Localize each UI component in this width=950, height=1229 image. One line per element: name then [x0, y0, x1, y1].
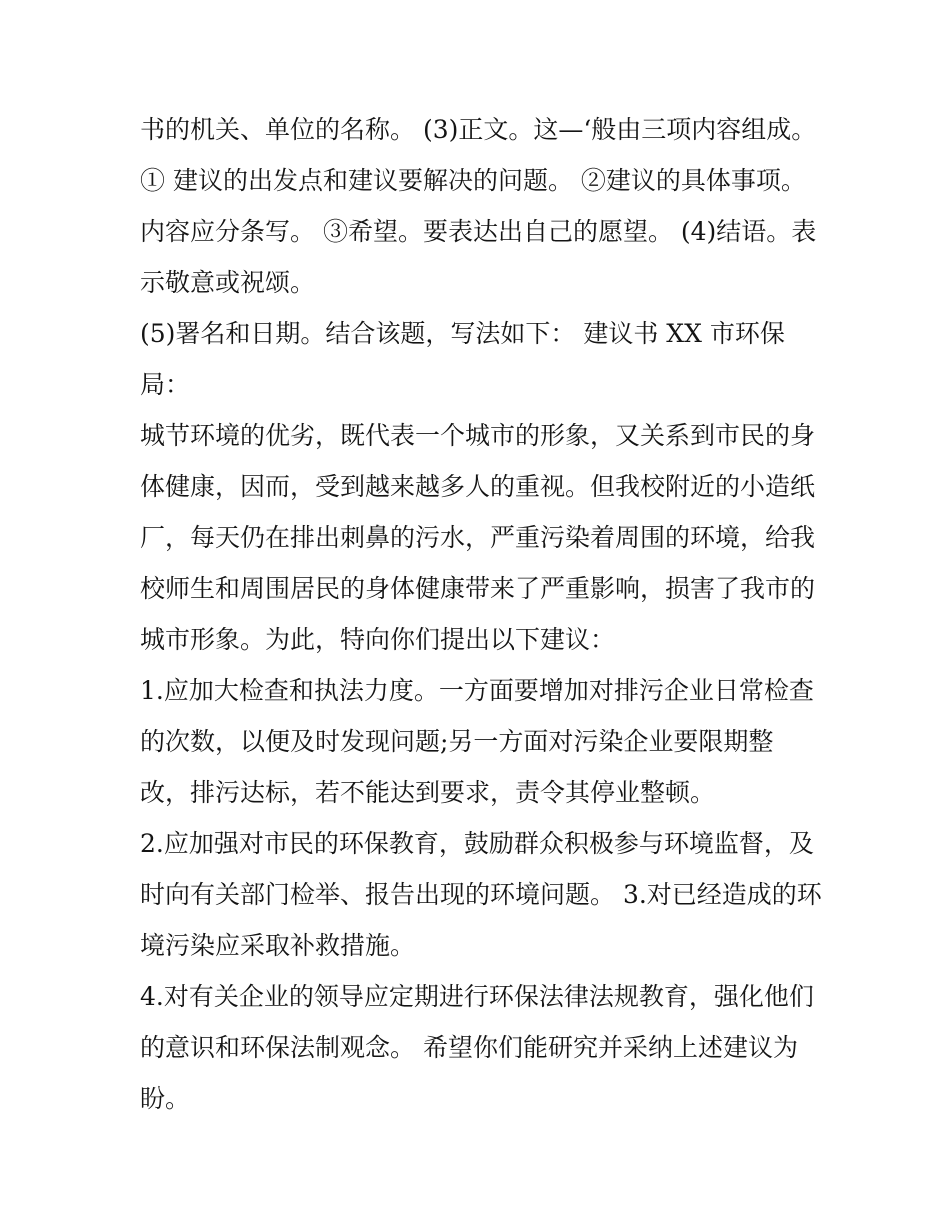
text-line-5: (5)署名和日期。结合该题，写法如下： 建议书 XX 市环保 [140, 319, 785, 348]
text-line-7: 城节环境的优劣，既代表一个城市的形象，又关系到市民的身 [140, 421, 816, 450]
text-line-20: 盼。 [140, 1084, 191, 1113]
text-line-3: 内容应分条写。 ③希望。要表达出自己的愿望。 (4)结语。表 [140, 217, 817, 246]
text-line-16: 时向有关部门检举、报告出现的环境问题。 3.对已经造成的环 [140, 880, 822, 909]
document-body [140, 104, 820, 1124]
text-line-11: 城市形象。为此，特向你们提出以下建议： [140, 625, 616, 654]
text-line-10: 校师生和周围居民的身体健康带来了严重影响，损害了我市的 [140, 574, 816, 603]
text-line-12: 1.应加大检查和执法力度。一方面要增加对排污企业日常检查 [140, 676, 814, 705]
text-line-4: 示敬意或祝颂。 [140, 268, 316, 297]
text-line-1: 书的机关、单位的名称。 (3)正文。这—‘般由三项内容组成。 [140, 115, 817, 144]
text-line-9: 厂，每天仍在排出刺鼻的污水，严重污染着周围的环境，给我 [140, 523, 816, 552]
text-line-15: 2.应加强对市民的环保教育，鼓励群众积极参与环境监督，及 [140, 829, 814, 858]
text-line-19: 的意识和环保法制观念。 希望你们能研究并采纳上述建议为 [140, 1033, 798, 1062]
text-line-18: 4.对有关企业的领导应定期进行环保法律法规教育，强化他们 [140, 982, 814, 1011]
text-line-8: 体健康，因而，受到越来越多人的重视。但我校附近的小造纸 [140, 472, 816, 501]
text-line-6: 局： [140, 370, 191, 399]
text-line-13: 的次数，以便及时发现问题;另一方面对污染企业要限期整 [140, 727, 774, 756]
text-line-17: 境污染应采取补救措施。 [140, 931, 416, 960]
text-line-14: 改，排污达标，若不能达到要求，责令其停业整顿。 [140, 778, 716, 807]
text-line-2: ① 建议的出发点和建议要解决的问题。 ②建议的具体事项。 [140, 166, 806, 195]
